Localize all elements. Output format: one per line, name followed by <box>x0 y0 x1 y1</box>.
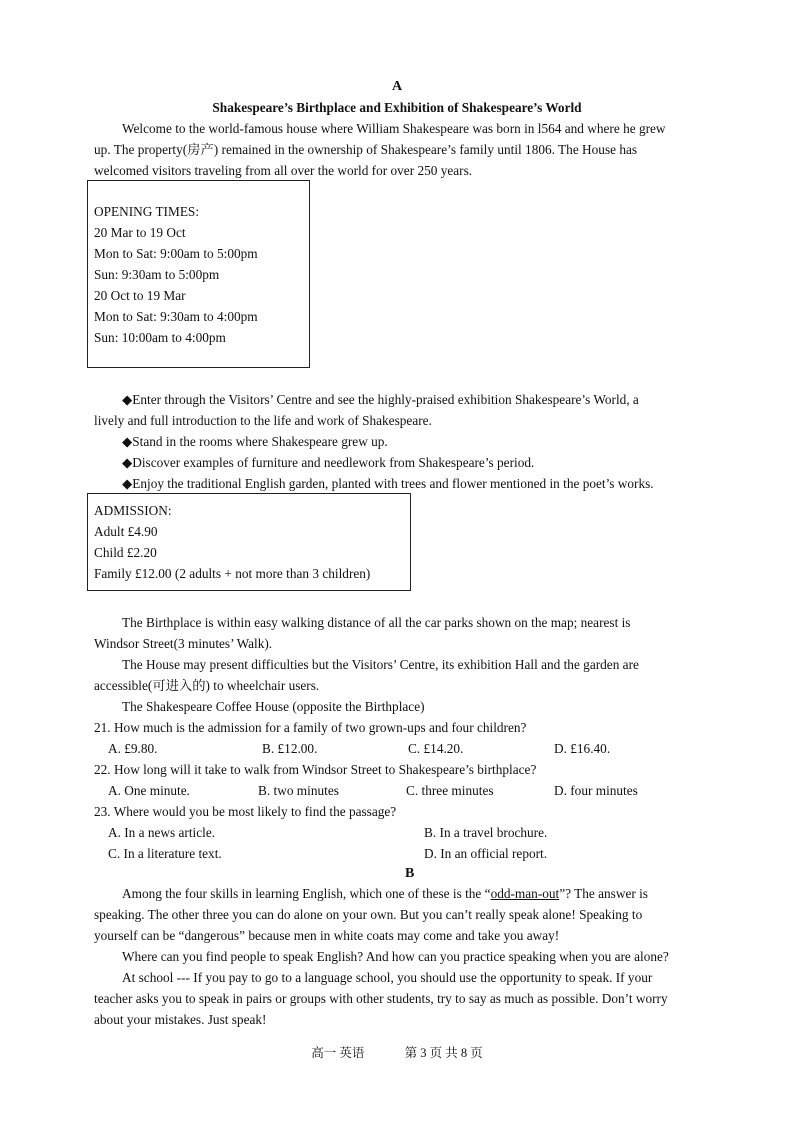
q23-option-c: C. In a literature text. <box>108 846 222 861</box>
admission-heading: ADMISSION: <box>94 503 172 518</box>
section-b-letter: B <box>405 866 415 881</box>
opening-period-1: 20 Mar to 19 Oct <box>94 225 186 240</box>
q22-option-c: C. three minutes <box>406 783 494 798</box>
opening-hours-2-sunday: Sun: 10:00am to 4:00pm <box>94 330 226 345</box>
q21-option-d: D. £16.40. <box>554 741 611 756</box>
question-22: 22. How long will it take to walk from Windsor Street to Shakespeare’s birthplace? <box>94 762 537 777</box>
section-a-letter: A <box>391 79 403 94</box>
bullet-garden: ◆Enjoy the traditional English garden, planted with trees and flower mentioned in the poet’s works. <box>122 476 654 491</box>
note-coffee-house: The Shakespeare Coffee House (opposite the Birthplace) <box>122 699 425 714</box>
intro-line-3: welcomed visitors traveling from all over the world for over 250 years. <box>94 163 473 178</box>
section-b-line-2: speaking. The other three you can do alone on your own. But you can’t really speak alone! Speaking to <box>94 907 643 922</box>
bullet-visitors-centre: ◆Enter through the Visitors’ Centre and see the highly-praised exhibition Shakespeare’s World, a <box>122 392 639 407</box>
q21-option-a: A. £9.80. <box>108 741 158 756</box>
section-b-line-1-end: ”? The answer is <box>559 886 648 901</box>
section-a-title: Shakespeare’s Birthplace and Exhibition of Shakespeare’s World <box>212 100 582 115</box>
quote-open: “ <box>484 886 491 901</box>
note-walking: The Birthplace is within easy walking distance of all the car parks shown on the map; nearest is <box>122 615 631 630</box>
opening-times-heading: OPENING TIMES: <box>94 204 200 219</box>
opening-hours-1-weekday: Mon to Sat: 9:00am to 5:00pm <box>94 246 258 261</box>
page-footer <box>0 1043 794 1061</box>
q22-option-a: A. One minute. <box>108 783 190 798</box>
q22-option-b: B. two minutes <box>258 783 339 798</box>
note-access: The House may present difficulties but the Visitors’ Centre, its exhibition Hall and the garden are <box>122 657 639 672</box>
odd-man-out-term: odd-man-out <box>490 886 560 901</box>
question-21: 21. How much is the admission for a family of two grown-ups and four children? <box>94 720 527 735</box>
note-access-cont: accessible(可进入的) to wheelchair users. <box>94 678 320 693</box>
admission-family: Family £12.00 (2 adults + not more than 3 children) <box>94 566 371 581</box>
footer-page-number: 第 3 页 共 8 页 <box>404 1046 483 1060</box>
intro-line-1: Welcome to the world-famous house where William Shakespeare was born in l564 and where he grew <box>122 121 666 136</box>
intro-line-2: up. The property(房产) remained in the ownership of Shakespeare’s family until 1806. The House has <box>94 142 638 157</box>
bullet-furniture: ◆Discover examples of furniture and needlework from Shakespeare’s period. <box>122 455 535 470</box>
q23-option-a: A. In a news article. <box>108 825 216 840</box>
section-b-line-1-start: Among the four skills in learning English, which one of these is the <box>122 886 485 901</box>
bullet-rooms: ◆Stand in the rooms where Shakespeare grew up. <box>122 434 388 449</box>
section-b-line-3: yourself can be “dangerous” because men in white coats may come and take you away! <box>94 928 560 943</box>
section-b-line-5: At school --- If you pay to go to a language school, you should use the opportunity to speak. If your <box>122 970 653 985</box>
opening-hours-1-sunday: Sun: 9:30am to 5:00pm <box>94 267 220 282</box>
q21-option-c: C. £14.20. <box>408 741 464 756</box>
section-b-line-7: about your mistakes. Just speak! <box>94 1012 267 1027</box>
q22-option-d: D. four minutes <box>554 783 638 798</box>
admission-adult: Adult £4.90 <box>94 524 158 539</box>
bullet-visitors-centre-cont: lively and full introduction to the life and work of Shakespeare. <box>94 413 432 428</box>
q23-option-d: D. In an official report. <box>424 846 548 861</box>
section-b-line-1 <box>122 886 648 902</box>
footer-subject: 高一 英语 <box>311 1046 365 1060</box>
section-b-line-6: teacher asks you to speak in pairs or groups with other students, try to say as much as possible. Don’t worry <box>94 991 668 1006</box>
note-walking-cont: Windsor Street(3 minutes’ Walk). <box>94 636 273 651</box>
q21-option-b: B. £12.00. <box>262 741 318 756</box>
question-23: 23. Where would you be most likely to find the passage? <box>94 804 397 819</box>
admission-child: Child £2.20 <box>94 545 157 560</box>
opening-hours-2-weekday: Mon to Sat: 9:30am to 4:00pm <box>94 309 258 324</box>
q23-option-b: B. In a travel brochure. <box>424 825 548 840</box>
section-b-line-4: Where can you find people to speak English? And how can you practice speaking when you are alone? <box>122 949 669 964</box>
opening-period-2: 20 Oct to 19 Mar <box>94 288 186 303</box>
